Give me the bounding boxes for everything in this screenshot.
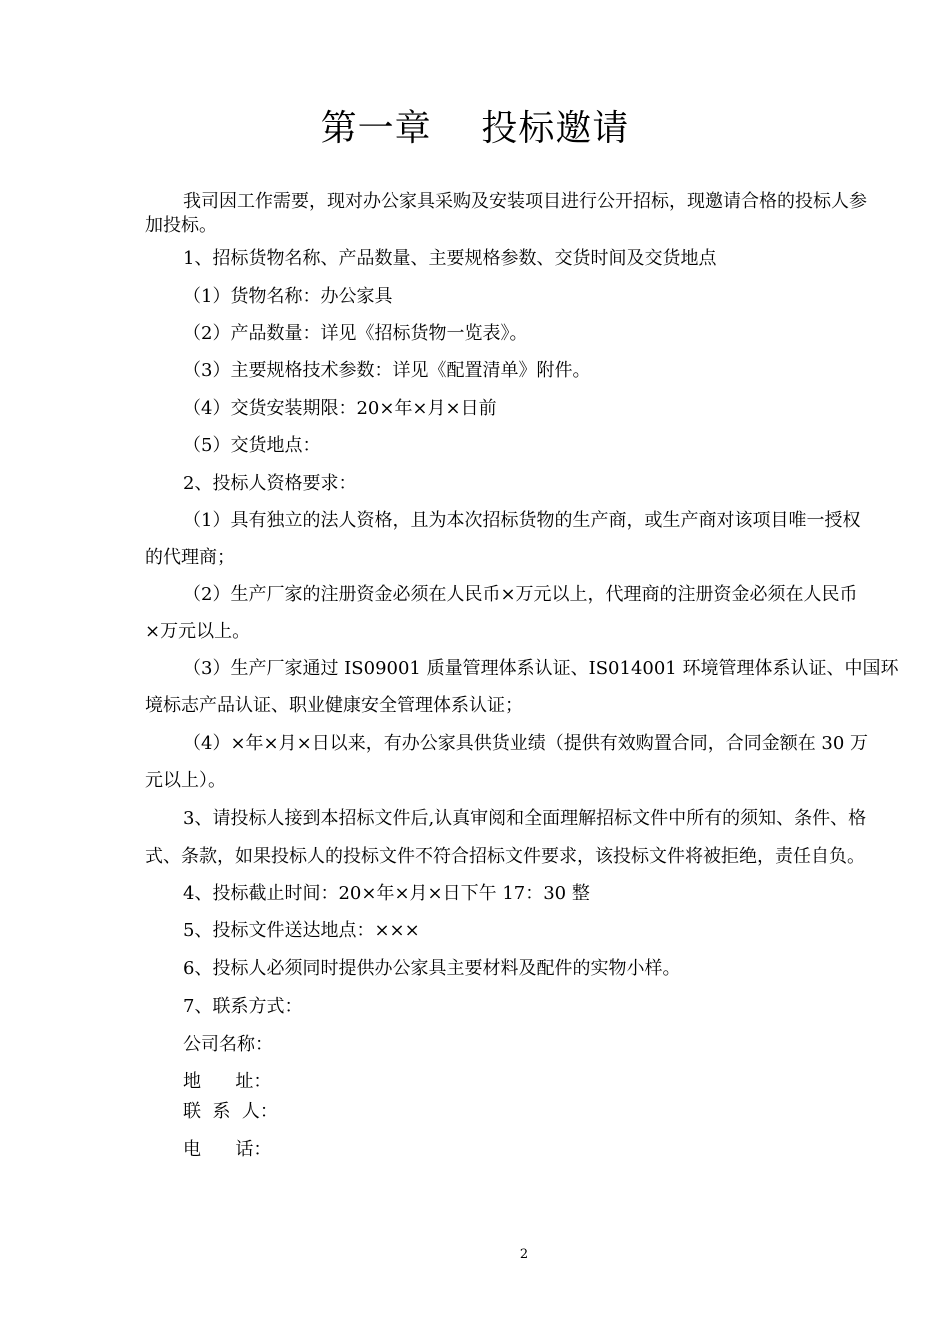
- section-1-item-3: （3）主要规格技术参数：详见《配置清单》附件。: [183, 360, 591, 381]
- contact-company-label: 公司名称：: [183, 1034, 273, 1055]
- section-1-item-2: （2）产品数量：详见《招标货物一览表》。: [183, 323, 528, 344]
- intro-line-2: 加投标。: [145, 215, 217, 236]
- section-2-heading: 2、投标人资格要求：: [183, 473, 357, 494]
- contact-person-label: 联 系 人：: [183, 1101, 278, 1122]
- contact-address-label: 地 址：: [183, 1071, 272, 1092]
- section-4: 4、投标截止时间：20×年×月×日下午 17：30 整: [183, 883, 590, 904]
- section-1-item-1: （1）货物名称：办公家具: [183, 286, 393, 307]
- intro-line-1: 我司因工作需要，现对办公家具采购及安装项目进行公开招标，现邀请合格的投标人参: [183, 191, 867, 212]
- section-2-item-2-line-1: （2）生产厂家的注册资金必须在人民币×万元以上，代理商的注册资金必须在人民币: [183, 584, 858, 605]
- section-6: 6、投标人必须同时提供办公家具主要材料及配件的实物小样。: [183, 958, 681, 979]
- section-1-heading: 1、招标货物名称、产品数量、主要规格参数、交货时间及交货地点: [183, 248, 717, 269]
- section-2-item-3-line-2: 境标志产品认证、职业健康安全管理体系认证；: [145, 695, 523, 716]
- section-3-line-1: 3、请投标人接到本招标文件后,认真审阅和全面理解招标文件中所有的须知、条件、格: [183, 808, 867, 829]
- page-number: 2: [519, 1247, 529, 1262]
- section-2-item-3-line-1: （3）生产厂家通过 IS09001 质量管理体系认证、IS014001 环境管理体系认证、中国环: [183, 658, 899, 679]
- section-2-item-1-line-1: （1）具有独立的法人资格，且为本次招标货物的生产商，或生产商对该项目唯一授权: [183, 510, 861, 531]
- section-2-item-4-line-1: （4）×年×月×日以来，有办公家具供货业绩（提供有效购置合同，合同金额在 30 万: [183, 733, 869, 754]
- section-2-item-1-line-2: 的代理商；: [145, 547, 235, 568]
- section-3-line-2: 式、条款，如果投标人的投标文件不符合招标文件要求，该投标文件将被拒绝，责任自负。: [145, 846, 865, 867]
- section-2-item-4-line-2: 元以上）。: [145, 770, 226, 791]
- contact-phone-label: 电 话：: [183, 1139, 272, 1160]
- section-2-item-2-line-2: ×万元以上。: [145, 621, 251, 642]
- page-title: 第一章 投标邀请: [320, 108, 630, 149]
- section-1-item-4: （4）交货安装期限：20×年×月×日前: [183, 398, 497, 419]
- section-1-item-5: （5）交货地点：: [183, 435, 321, 456]
- section-7-heading: 7、联系方式：: [183, 996, 303, 1017]
- section-5: 5、投标文件送达地点：×××: [183, 920, 420, 941]
